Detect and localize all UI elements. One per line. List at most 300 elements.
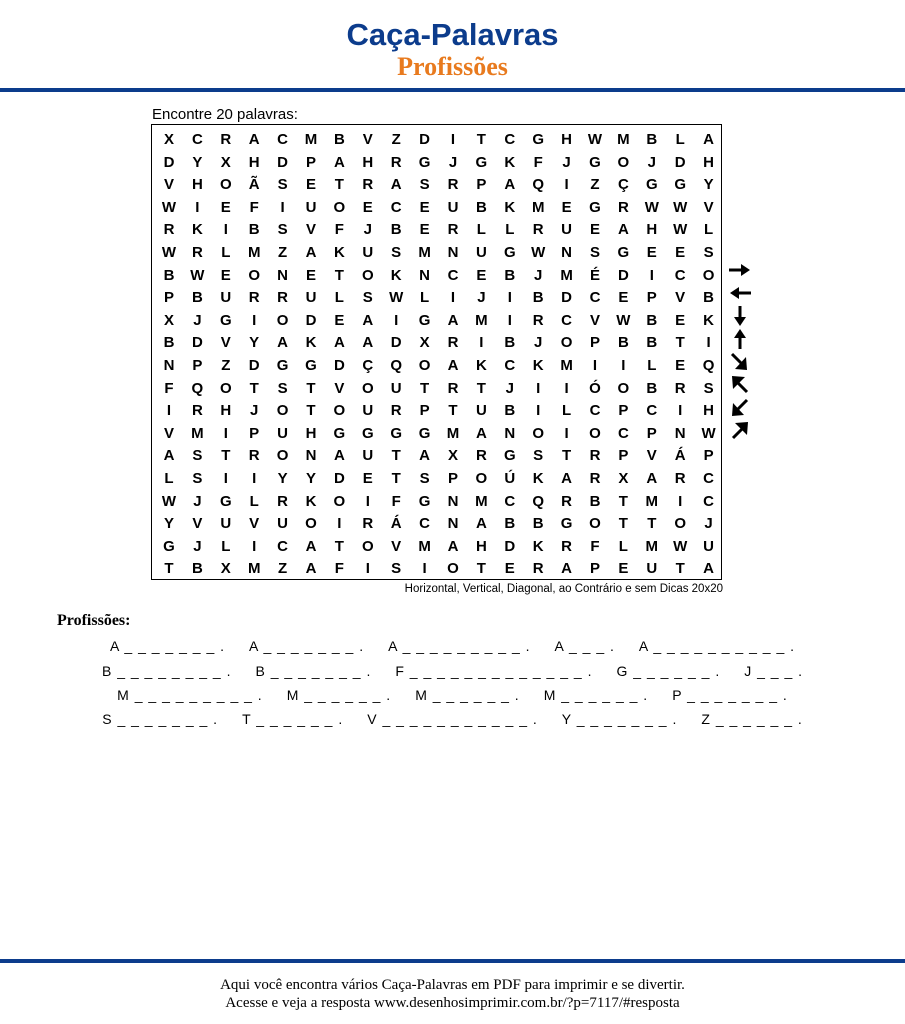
grid-cell: M <box>645 492 659 510</box>
grid-cell: O <box>475 470 488 487</box>
grid-cell: A <box>333 334 345 352</box>
grid-cell: K <box>305 492 317 510</box>
grid-cell: H <box>191 176 203 194</box>
grid-cell: S <box>703 244 714 261</box>
grid-cell: Z <box>391 131 401 148</box>
grid-cell: I <box>706 334 711 352</box>
grid-cell: Á <box>390 515 402 533</box>
word-blank: A _ _ _ _ _ _ _ _ _ _ . <box>638 638 796 654</box>
grid-cell: J <box>193 537 202 555</box>
grid-cell: X <box>447 447 458 465</box>
grid-cell: B <box>504 402 516 420</box>
grid-cell: W <box>161 198 177 216</box>
grid-cell: B <box>646 311 658 329</box>
grid-cell: M <box>418 244 431 261</box>
grid-cell: R <box>277 492 289 510</box>
grid-cell: A <box>561 470 573 487</box>
grid-cell: L <box>221 244 231 261</box>
grid-cell: V <box>703 198 714 216</box>
grid-cell: W <box>161 244 177 261</box>
grid-cell: E <box>618 289 629 307</box>
grid-cell: O <box>276 311 289 329</box>
grid-cell: O <box>560 334 573 352</box>
grid-cell: R <box>674 470 686 487</box>
grid-cell: I <box>223 470 228 487</box>
grid-cell: O <box>219 379 232 397</box>
word-blank: V _ _ _ _ _ _ _ _ _ _ _ . <box>367 711 538 727</box>
footer-line-2: Acesse e veja a resposta www.desenhosimprimir.com.br/?p=7117/#resposta <box>225 995 680 1011</box>
grid-cell: I <box>365 560 370 578</box>
grid-cell: P <box>589 560 600 578</box>
grid-cell: L <box>505 221 515 239</box>
grid-cell: M <box>191 424 204 442</box>
grid-cell: K <box>305 334 317 352</box>
grid-cell: O <box>333 198 346 216</box>
grid-cell: T <box>675 334 685 352</box>
grid-cell: X <box>163 311 174 329</box>
grid-cell: A <box>333 447 345 465</box>
grid-cell: A <box>163 447 175 465</box>
grid-cell: L <box>562 402 572 420</box>
grid-cell: I <box>592 357 598 374</box>
word-list-row <box>0 662 905 680</box>
grid-cell: W <box>673 221 688 239</box>
grid-cell: U <box>220 515 232 533</box>
grid-cell: T <box>164 560 174 578</box>
grid-cell: B <box>504 515 516 533</box>
grid-cell: L <box>704 221 714 239</box>
grid-cell: B <box>589 492 601 510</box>
grid-cell: Y <box>249 334 260 352</box>
grid-cell: B <box>646 131 658 148</box>
grid-cell: R <box>220 131 232 148</box>
grid-cell: K <box>532 470 544 487</box>
grid-cell: B <box>703 289 715 307</box>
grid-cell: N <box>163 357 175 374</box>
grid-cell: B <box>390 221 402 239</box>
grid-cell: O <box>532 424 545 442</box>
grid-cell: M <box>560 357 573 374</box>
grid-cell: G <box>219 492 232 510</box>
grid-cell: D <box>191 334 203 352</box>
grid-cell: U <box>305 289 317 307</box>
grid-cell: O <box>674 515 687 533</box>
grid-cell: W <box>673 198 688 216</box>
grid-cell: Y <box>163 515 174 533</box>
grid-cell: E <box>220 266 231 284</box>
grid-cell: E <box>504 560 515 578</box>
grid-cell: W <box>616 311 631 329</box>
letter-grid <box>151 124 722 580</box>
grid-cell: I <box>507 311 512 329</box>
grid-cell: K <box>532 357 544 374</box>
grid-cell: L <box>476 221 486 239</box>
grid-cell: I <box>621 357 626 374</box>
grid-cell: O <box>361 379 374 397</box>
grid-cell: I <box>337 515 342 533</box>
grid-cell: I <box>252 311 257 329</box>
grid-cell: O <box>276 402 289 420</box>
grid-cell: E <box>220 198 231 216</box>
grid-cell: N <box>504 424 516 442</box>
grid-cell: E <box>334 311 345 329</box>
grid-cell: C <box>504 357 516 374</box>
grid-cell: U <box>561 221 573 239</box>
grid-cell: U <box>277 515 289 533</box>
footer-divider <box>0 959 905 963</box>
grid-cell: Q <box>532 176 545 194</box>
grid-cell: R <box>532 311 544 329</box>
grid-cell: A <box>561 560 573 578</box>
grid-cell: P <box>163 289 174 307</box>
grid-cell: L <box>420 289 430 307</box>
grid-cell: Y <box>277 470 288 487</box>
grid-cell: I <box>223 221 228 239</box>
grid-cell: D <box>390 334 402 352</box>
grid-cell: A <box>362 311 374 329</box>
grid-cell: R <box>248 447 260 465</box>
arrow-down-icon <box>727 305 753 327</box>
grid-cell: S <box>703 379 714 397</box>
page-title: Caça-Palavras <box>346 17 559 52</box>
grid-cell: E <box>675 311 686 329</box>
grid-cell: Q <box>191 379 204 397</box>
grid-cell: L <box>221 537 231 555</box>
grid-cell: G <box>674 176 687 194</box>
grid-cell: C <box>277 537 289 555</box>
grid-cell: B <box>646 379 658 397</box>
word-blank: M _ _ _ _ _ _ _ _ _ . <box>117 687 263 703</box>
grid-cell: J <box>534 334 543 352</box>
grid-cell: R <box>532 560 544 578</box>
grid-cell: U <box>390 379 402 397</box>
grid-cell: X <box>419 334 430 352</box>
grid-cell: B <box>532 289 544 307</box>
grid-cell: V <box>305 221 316 239</box>
grid-cell: I <box>365 492 370 510</box>
grid-cell: T <box>675 560 685 578</box>
grid-cell: D <box>248 357 260 374</box>
grid-cell: M <box>418 537 431 555</box>
grid-cell: S <box>192 447 203 465</box>
grid-cell: P <box>646 289 657 307</box>
grid-cell: T <box>647 515 657 533</box>
grid-cell: O <box>418 357 431 374</box>
grid-cell: E <box>675 357 686 374</box>
grid-cell: T <box>334 266 344 284</box>
grid-cell: B <box>532 515 544 533</box>
grid-cell: A <box>333 153 345 171</box>
grid-cell: F <box>590 537 600 555</box>
grid-cell: H <box>362 153 374 171</box>
grid-cell: I <box>649 266 654 284</box>
grid-cell: Q <box>390 357 403 374</box>
grid-cell: X <box>220 560 231 578</box>
grid-cell: S <box>533 447 544 465</box>
grid-cell: C <box>703 470 715 487</box>
grid-cell: J <box>448 153 458 171</box>
grid-cell: A <box>504 176 516 194</box>
grid-cell: W <box>389 289 404 307</box>
grid-cell: A <box>419 447 431 465</box>
grid-cell: Z <box>278 244 288 261</box>
grid-cell: B <box>504 266 516 284</box>
grid-cell: Ç <box>617 176 629 194</box>
grid-cell: A <box>646 470 658 487</box>
grid-cell: N <box>447 515 459 533</box>
grid-cell: S <box>391 244 402 261</box>
grid-cell: C <box>646 402 658 420</box>
grid-cell: K <box>390 266 402 284</box>
grid-cell: R <box>191 402 203 420</box>
grid-cell: A <box>475 515 487 533</box>
grid-cell: M <box>247 244 261 261</box>
grid-cell: X <box>163 131 174 148</box>
grid-cell: K <box>333 244 345 261</box>
grid-cell: Y <box>305 470 316 487</box>
grid-cell: C <box>447 266 459 284</box>
grid-cell: E <box>362 470 373 487</box>
grid-cell: R <box>561 537 573 555</box>
grid-cell: S <box>362 289 373 307</box>
arrow-up-right-icon <box>727 420 753 442</box>
grid-cell: F <box>391 492 401 510</box>
word-blank: M _ _ _ _ _ _ . <box>415 687 520 703</box>
grid-cell: K <box>703 311 715 329</box>
grid-cell: I <box>678 402 683 420</box>
grid-cell: I <box>450 289 456 307</box>
grid-cell: R <box>277 289 289 307</box>
grid-cell: K <box>504 198 516 216</box>
grid-cell: B <box>191 560 203 578</box>
grid-cell: W <box>701 424 716 442</box>
grid-cell: L <box>334 289 344 307</box>
word-blank: B _ _ _ _ _ _ _ . <box>255 663 372 679</box>
word-blank: P _ _ _ _ _ _ _ . <box>672 687 788 703</box>
grid-cell: V <box>163 176 174 194</box>
grid-cell: N <box>447 492 459 510</box>
grid-cell: S <box>589 244 600 261</box>
word-list-row <box>0 710 905 728</box>
grid-cell: J <box>647 153 656 171</box>
grid-cell: F <box>334 221 344 239</box>
grid-cell: R <box>475 447 487 465</box>
grid-cell: M <box>645 537 659 555</box>
grid-cell: R <box>447 334 459 352</box>
word-list-row <box>0 686 905 704</box>
grid-cell: E <box>305 176 316 194</box>
grid-cell: K <box>532 537 544 555</box>
word-blank: S _ _ _ _ _ _ _ . <box>102 711 219 727</box>
grid-cell: M <box>446 424 460 442</box>
grid-cell: L <box>675 131 685 148</box>
grid-cell: D <box>277 153 289 171</box>
grid-cell: G <box>532 131 545 148</box>
grid-cell: P <box>192 357 203 374</box>
grid-cell: V <box>249 515 260 533</box>
grid-cell: S <box>419 470 430 487</box>
grid-cell: I <box>166 402 172 420</box>
grid-cell: D <box>305 311 317 329</box>
grid-cell: J <box>193 311 202 329</box>
grid-cell: X <box>618 470 629 487</box>
grid-cell: L <box>647 357 657 374</box>
grid-cell: I <box>252 537 257 555</box>
grid-cell: P <box>703 447 714 465</box>
grid-cell: B <box>191 289 203 307</box>
grid-cell: C <box>703 492 715 510</box>
word-blank: M _ _ _ _ _ _ . <box>286 687 392 703</box>
grid-cell: I <box>536 379 541 397</box>
grid-cell: J <box>250 402 259 420</box>
grid-cell: I <box>564 176 569 194</box>
grid-cell: J <box>562 153 571 171</box>
grid-cell: J <box>534 266 543 284</box>
grid-cell: K <box>191 221 203 239</box>
grid-cell: W <box>531 244 546 261</box>
grid-cell: R <box>362 515 374 533</box>
grid-cell: V <box>589 311 600 329</box>
word-list-row <box>0 637 905 655</box>
grid-cell: D <box>163 153 175 171</box>
grid-cell: C <box>390 198 402 216</box>
grid-cell: G <box>305 357 317 374</box>
grid-cell: T <box>334 176 344 194</box>
grid-cell: R <box>447 221 459 239</box>
grid-cell: P <box>618 447 629 465</box>
grid-cell: A <box>447 537 459 555</box>
grid-cell: G <box>475 153 488 171</box>
grid-cell: Z <box>590 176 600 194</box>
grid-cell: I <box>564 379 569 397</box>
grid-cell: J <box>193 492 202 510</box>
grid-cell: Ú <box>504 470 516 487</box>
grid-cell: L <box>164 470 174 487</box>
grid-cell: U <box>475 244 487 261</box>
grid-cell: O <box>333 402 346 420</box>
word-blank: A _ _ _ _ _ _ _ _ _ . <box>388 638 531 654</box>
grid-cell: D <box>419 131 431 148</box>
grid-cell: W <box>587 131 603 148</box>
grid-cell: H <box>646 221 658 239</box>
arrow-left-icon <box>727 282 753 304</box>
grid-cell: I <box>678 492 683 510</box>
grid-cell: U <box>447 198 459 216</box>
word-blank: T _ _ _ _ _ _ . <box>242 711 344 727</box>
grid-cell: C <box>504 492 516 510</box>
grid-cell: Z <box>221 357 231 374</box>
grid-cell: R <box>191 244 203 261</box>
grid-cell: K <box>504 153 516 171</box>
grid-cell: G <box>560 515 573 533</box>
word-blank: A _ _ _ . <box>554 638 615 654</box>
grid-cell: H <box>703 402 715 420</box>
grid-cell: T <box>618 515 628 533</box>
grid-cell: D <box>333 470 345 487</box>
grid-cell: W <box>673 537 688 555</box>
grid-cell: A <box>305 537 317 555</box>
grid-cell: B <box>504 334 516 352</box>
grid-cell: A <box>362 334 374 352</box>
grid-cell: I <box>422 560 427 578</box>
grid-cell: G <box>589 153 601 171</box>
grid-cell: E <box>419 198 430 216</box>
grid-cell: G <box>390 424 403 442</box>
grid-cell: C <box>504 131 516 148</box>
grid-cell: G <box>418 492 431 510</box>
grid-cell: T <box>476 131 486 148</box>
grid-cell: G <box>219 311 232 329</box>
grid-cell: B <box>163 334 175 352</box>
grid-cell: O <box>333 492 346 510</box>
grid-cell: B <box>163 266 175 284</box>
grid-cell: C <box>419 515 431 533</box>
grid-cell: Ó <box>589 379 601 397</box>
grid-cell: P <box>589 334 600 352</box>
grid-cell: R <box>248 289 260 307</box>
grid-cell: N <box>419 266 431 284</box>
grid-cell: E <box>561 198 572 216</box>
grid-cell: O <box>361 266 374 284</box>
grid-cell: E <box>419 221 430 239</box>
grid-cell: E <box>305 266 316 284</box>
grid-cell: I <box>450 131 456 148</box>
grid-cell: A <box>447 311 459 329</box>
grid-cell: A <box>703 560 715 578</box>
grid-cell: U <box>277 424 289 442</box>
grid-cell: M <box>247 560 261 578</box>
grid-cell: O <box>617 379 630 397</box>
grid-cell: C <box>617 424 629 442</box>
grid-cell: R <box>390 153 402 171</box>
grid-cell: A <box>277 334 289 352</box>
grid-cell: E <box>646 244 657 261</box>
grid-cell: O <box>361 537 374 555</box>
grid-cell: L <box>618 537 628 555</box>
grid-cell: H <box>305 424 317 442</box>
grid-cell: O <box>276 447 289 465</box>
grid-cell: T <box>562 447 572 465</box>
word-list-title: Profissões: <box>57 612 131 629</box>
grid-cell: S <box>192 470 203 487</box>
grid-cell: Q <box>702 357 715 374</box>
grid-cell: H <box>703 153 715 171</box>
grid-cell: I <box>223 424 228 442</box>
grid-cell: P <box>646 424 657 442</box>
grid-cell: V <box>646 447 657 465</box>
grid-cell: C <box>674 266 686 284</box>
grid-cell: W <box>190 266 205 284</box>
grid-cell: V <box>334 379 345 397</box>
grid-cell: U <box>362 402 374 420</box>
grid-cell: F <box>533 153 543 171</box>
grid-cell: S <box>277 379 288 397</box>
grid-cell: R <box>589 470 601 487</box>
grid-cell: Ã <box>248 176 260 194</box>
grid-cell: T <box>221 447 231 465</box>
grid-cell: T <box>334 537 344 555</box>
grid-cell: Y <box>192 153 203 171</box>
grid-cell: C <box>589 402 601 420</box>
grid-cell: G <box>163 537 175 555</box>
grid-cell: O <box>589 424 601 442</box>
grid-cell: U <box>305 198 317 216</box>
header-divider <box>0 88 905 92</box>
footer-line-1: Aqui você encontra vários Caça-Palavras em PDF para imprimir e se divertir. <box>220 977 685 993</box>
grid-cell: G <box>418 424 431 442</box>
grid-cell: O <box>617 153 630 171</box>
grid-cell: J <box>477 289 486 307</box>
